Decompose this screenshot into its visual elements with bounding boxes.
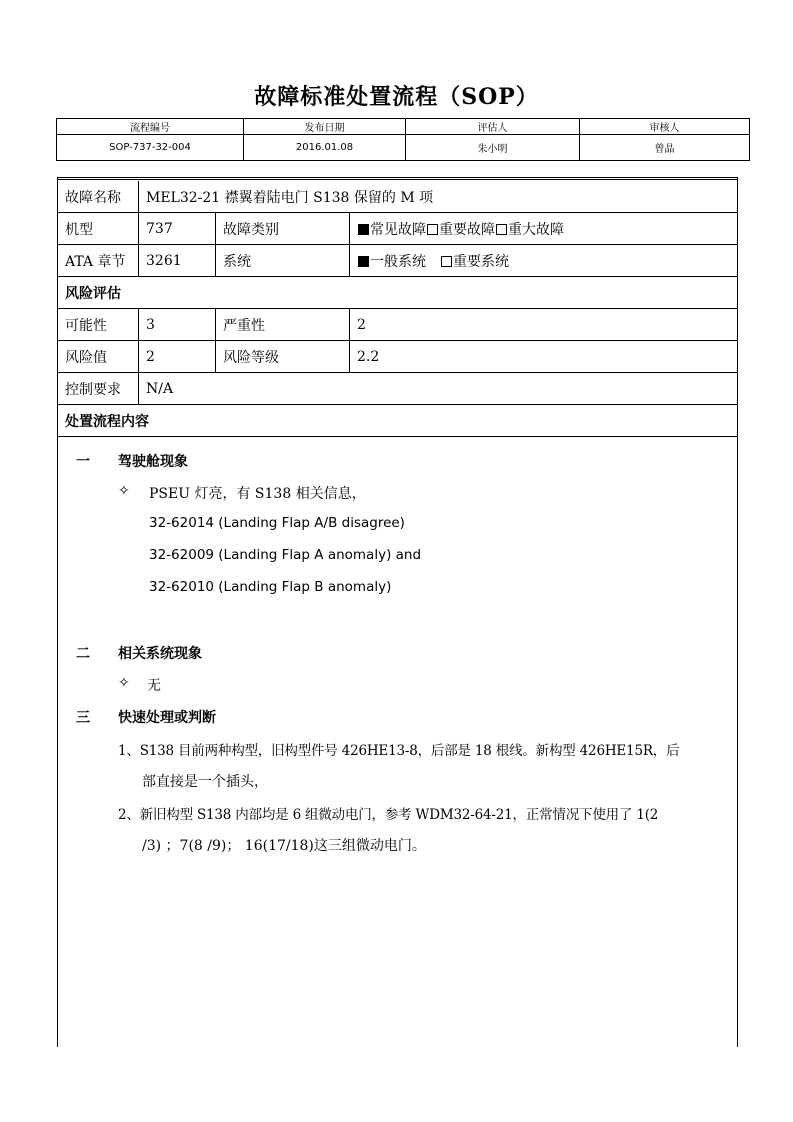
section1-number: 一 <box>76 454 90 470</box>
checkbox-important-system <box>441 256 452 267</box>
section2-line: 无 <box>147 678 161 694</box>
system-options <box>350 245 738 277</box>
fault-name-value: MEL32-21 襟翼着陆电门 S138 保留的 M 项 <box>139 181 738 213</box>
risk-value-label: 风险值 <box>58 341 139 373</box>
fault-info-table <box>57 181 738 437</box>
section2-title: 相关系统现象 <box>118 646 202 662</box>
reviewer-value: 曾晶 <box>580 135 750 161</box>
fault-code-1: 32-62014 (Landing Flap A/B disagree) <box>149 515 405 531</box>
fault-code-3: 32-62010 (Landing Flap B anomaly) <box>149 579 392 595</box>
bullet-icon: ✧ <box>118 675 130 691</box>
document-title: 故障标准处置流程（SOP） <box>254 84 539 110</box>
metadata-table <box>56 118 750 161</box>
item1-line2: 部直接是一个插头， <box>142 774 268 790</box>
category-label: 故障类别 <box>216 213 350 245</box>
risk-section-title: 风险评估 <box>58 277 738 309</box>
ata-value: 3261 <box>139 245 216 277</box>
option-common-fault: 常见故障 <box>370 221 426 238</box>
header-evaluator: 评估人 <box>406 119 580 135</box>
header-process-number: 流程编号 <box>57 119 244 135</box>
checkbox-general-system <box>358 256 369 267</box>
item2-line2: /3) ；7(8 /9)； 16(17/18)这三组微动电门。 <box>142 838 426 854</box>
section1-line1: PSEU 灯亮，有 S138 相关信息， <box>149 486 366 502</box>
checkbox-major-fault <box>496 224 507 235</box>
evaluator-value: 朱小明 <box>406 135 580 161</box>
item1-line1: 1、S138 目前两种构型，旧构型件号 426HE13-8，后部是 18 根线。新构型 426HE15R，后 <box>118 743 680 759</box>
severity-value: 2 <box>350 309 738 341</box>
option-important-system: 重要系统 <box>453 253 509 270</box>
item2-line1: 2、新旧构型 S138 内部均是 6 组微动电门，参考 WDM32-64-21，正常情况下使用了 1(2 <box>118 807 659 823</box>
section3-number: 三 <box>76 710 90 726</box>
checkbox-common-fault <box>358 224 369 235</box>
section3-title: 快速处理或判断 <box>118 710 216 726</box>
severity-label: 严重性 <box>216 309 350 341</box>
section2-number: 二 <box>76 646 90 662</box>
release-date-value: 2016.01.08 <box>244 135 406 161</box>
risk-level-value: 2.2 <box>350 341 738 373</box>
option-major-fault: 重大故障 <box>508 221 564 238</box>
model-label: 机型 <box>58 213 139 245</box>
risk-level-label: 风险等级 <box>216 341 350 373</box>
header-release-date: 发布日期 <box>244 119 406 135</box>
risk-value: 2 <box>139 341 216 373</box>
ata-label: ATA 章节 <box>58 245 139 277</box>
category-options <box>350 213 738 245</box>
process-section-title: 处置流程内容 <box>58 405 738 437</box>
process-number-value: SOP-737-32-004 <box>57 135 244 161</box>
model-value: 737 <box>139 213 216 245</box>
form-top-border <box>57 177 738 180</box>
option-general-system: 一般系统 <box>370 253 426 270</box>
fault-code-2: 32-62009 (Landing Flap A anomaly) and <box>149 547 422 563</box>
possibility-value: 3 <box>139 309 216 341</box>
bullet-icon: ✧ <box>118 483 130 499</box>
system-label: 系统 <box>216 245 350 277</box>
fault-name-label: 故障名称 <box>58 181 139 213</box>
control-value: N/A <box>139 373 738 405</box>
control-label: 控制要求 <box>58 373 139 405</box>
checkbox-important-fault <box>427 224 438 235</box>
header-reviewer: 审核人 <box>580 119 750 135</box>
section1-title: 驾驶舱现象 <box>118 454 188 470</box>
option-important-fault: 重要故障 <box>439 221 495 238</box>
possibility-label: 可能性 <box>58 309 139 341</box>
